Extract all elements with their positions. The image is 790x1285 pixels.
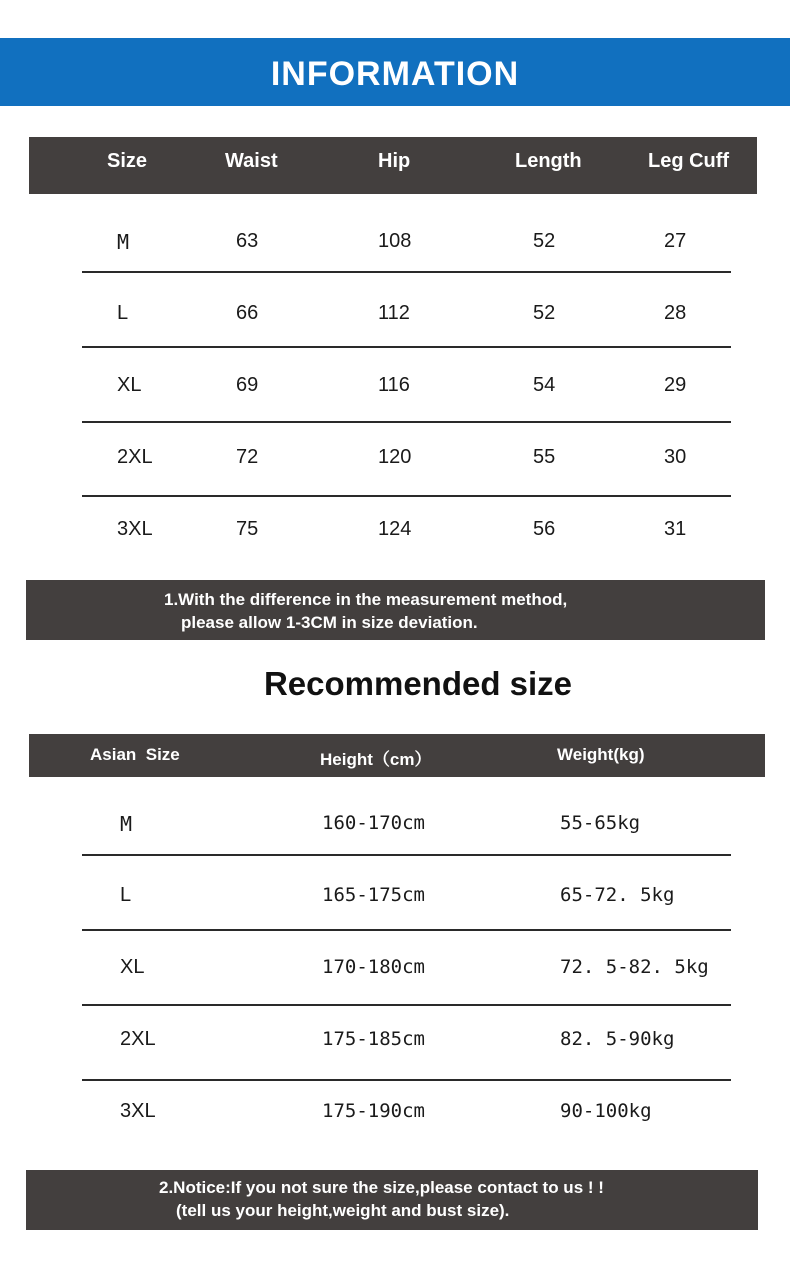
cell-height: 175-190cm xyxy=(322,1100,425,1122)
recommended-size-title: Recommended size xyxy=(263,665,573,702)
cell-asian-size: 2XL xyxy=(120,1028,156,1050)
cell-size: L xyxy=(117,302,129,324)
cell-height: 175-185cm xyxy=(322,1028,425,1050)
cell-length: 52 xyxy=(533,230,556,252)
note-line-1: 2.Notice:If you not sure the size,please contact to us ! ! xyxy=(159,1178,604,1197)
row-divider xyxy=(82,929,731,931)
table-row xyxy=(82,230,731,256)
cell-size: M xyxy=(117,230,130,254)
row-divider xyxy=(82,346,731,348)
header-leg-cuff: Leg Cuff xyxy=(648,150,730,172)
table-row xyxy=(82,884,731,910)
cell-waist: 72 xyxy=(236,446,259,468)
cell-asian-size: 3XL xyxy=(120,1100,156,1122)
table-row xyxy=(82,812,731,838)
cell-leg-cuff: 30 xyxy=(664,446,687,468)
note-line-2: (tell us your height,weight and bust size). xyxy=(176,1201,510,1220)
table-row xyxy=(82,956,731,982)
measurement-note xyxy=(26,580,765,640)
recommended-table-header xyxy=(29,734,765,777)
cell-asian-size: L xyxy=(120,884,132,906)
cell-hip: 116 xyxy=(378,374,410,396)
table-row xyxy=(82,374,731,400)
cell-waist: 75 xyxy=(236,518,259,540)
cell-size: 3XL xyxy=(117,518,153,540)
table-row xyxy=(82,1028,731,1054)
header-hip: Hip xyxy=(378,150,411,172)
row-divider xyxy=(82,1079,731,1081)
header-height: Height（cm） xyxy=(320,750,432,769)
cell-length: 52 xyxy=(533,302,556,324)
cell-weight: 72. 5-82. 5kg xyxy=(560,956,709,978)
row-divider xyxy=(82,1004,731,1006)
header-waist: Waist xyxy=(225,150,278,172)
header-size: Size xyxy=(107,150,148,172)
cell-length: 54 xyxy=(533,374,556,396)
cell-weight: 82. 5-90kg xyxy=(560,1028,675,1050)
row-divider xyxy=(82,421,731,423)
table-row xyxy=(82,302,731,328)
cell-weight: 90-100kg xyxy=(560,1100,652,1122)
cell-height: 170-180cm xyxy=(322,956,425,978)
cell-weight: 65-72. 5kg xyxy=(560,884,675,906)
cell-weight: 55-65kg xyxy=(560,812,641,834)
cell-leg-cuff: 27 xyxy=(664,230,687,252)
row-divider xyxy=(82,495,731,497)
note-line-2: please allow 1-3CM in size deviation. xyxy=(181,613,478,632)
table-row xyxy=(82,1100,731,1126)
banner-title: INFORMATION xyxy=(270,55,520,93)
header-weight: Weight(kg) xyxy=(557,745,645,764)
cell-hip: 108 xyxy=(378,230,412,252)
size-table-header xyxy=(29,137,757,194)
cell-leg-cuff: 28 xyxy=(664,302,687,324)
cell-waist: 63 xyxy=(236,230,259,252)
cell-length: 56 xyxy=(533,518,556,540)
cell-hip: 124 xyxy=(378,518,412,540)
row-divider xyxy=(82,271,731,273)
information-banner xyxy=(0,38,790,106)
cell-height: 160-170cm xyxy=(322,812,425,834)
cell-asian-size: XL xyxy=(120,956,145,978)
cell-leg-cuff: 29 xyxy=(664,374,687,396)
cell-hip: 120 xyxy=(378,446,412,468)
cell-waist: 69 xyxy=(236,374,259,396)
cell-leg-cuff: 31 xyxy=(664,518,687,540)
cell-size: XL xyxy=(117,374,142,396)
table-row xyxy=(82,518,731,544)
cell-hip: 112 xyxy=(378,302,410,324)
contact-note xyxy=(26,1170,758,1230)
header-asian-size: Asian Size xyxy=(90,745,180,764)
cell-asian-size: M xyxy=(120,812,133,836)
table-row xyxy=(82,446,731,472)
note-line-1: 1.With the difference in the measurement method, xyxy=(164,590,568,609)
cell-size: 2XL xyxy=(117,446,153,468)
header-length: Length xyxy=(515,150,582,172)
row-divider xyxy=(82,854,731,856)
cell-length: 55 xyxy=(533,446,556,468)
cell-height: 165-175cm xyxy=(322,884,425,906)
cell-waist: 66 xyxy=(236,302,259,324)
